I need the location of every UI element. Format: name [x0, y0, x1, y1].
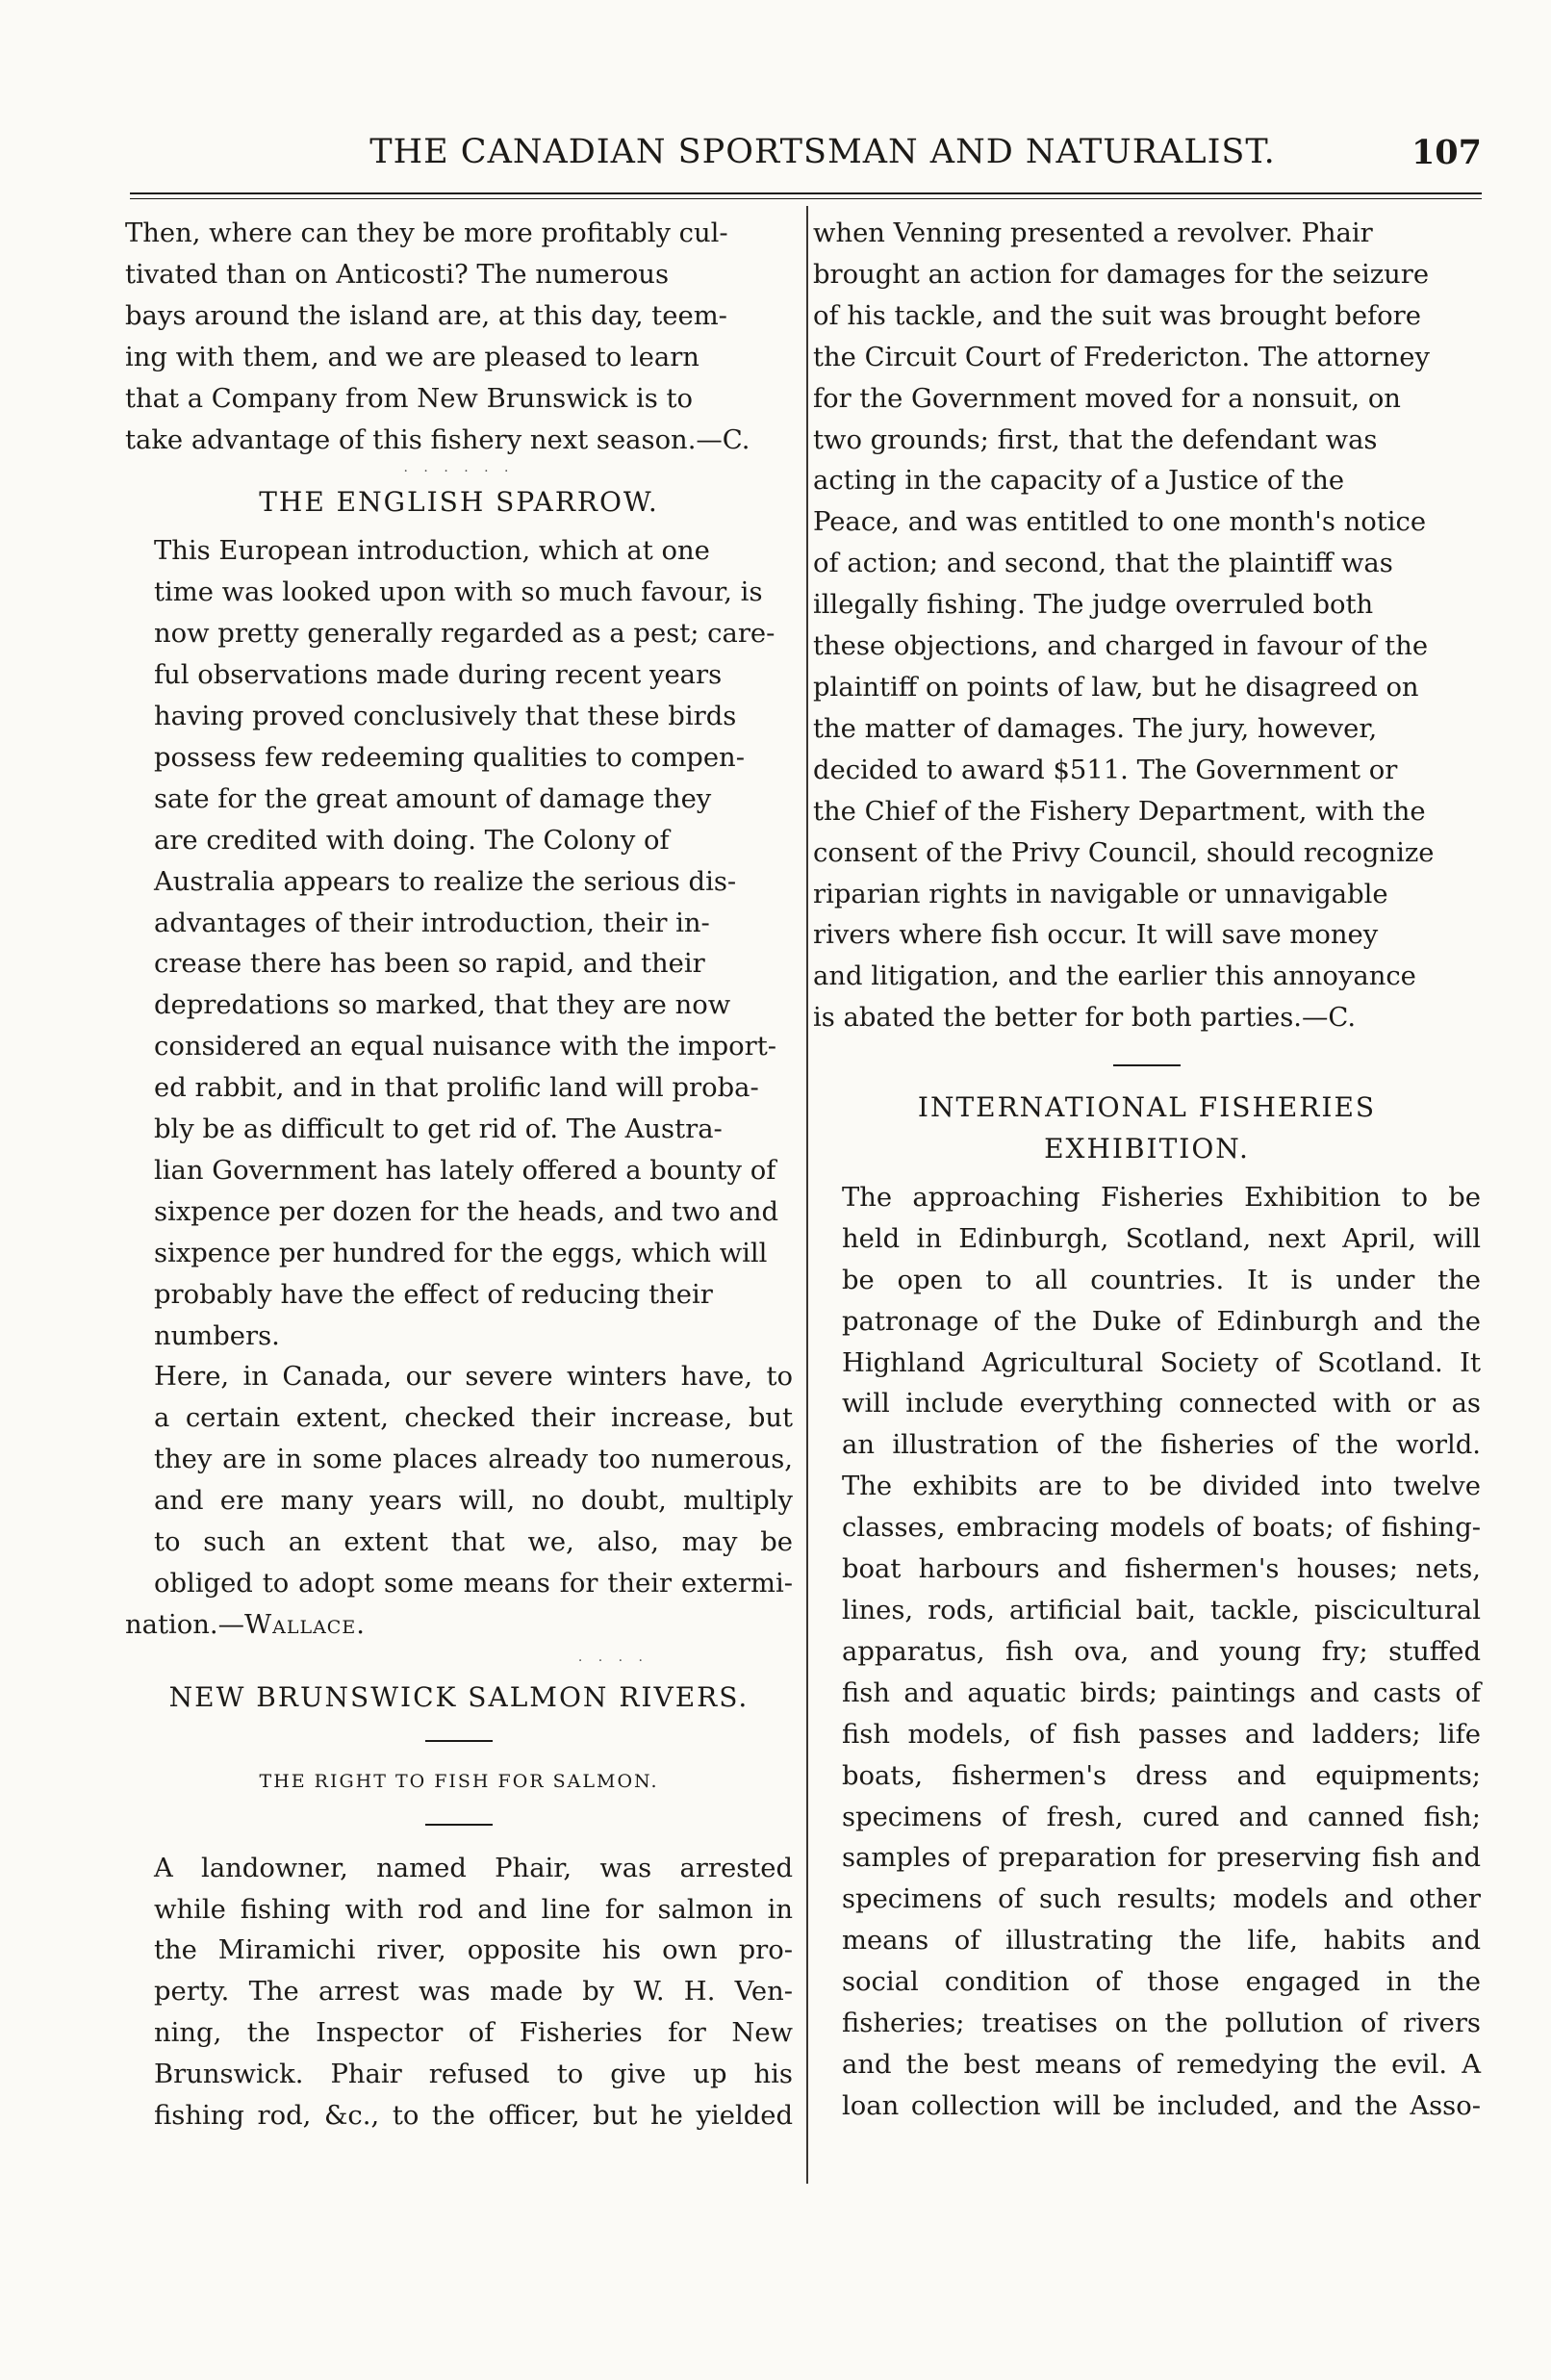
- text-line: these objections, and charged in favour of the: [813, 631, 1429, 662]
- text-line: plaintiff on points of law, but he disagreed on: [813, 672, 1419, 703]
- left-column: [125, 214, 793, 2137]
- salmon-paragraph-continued: [813, 214, 1481, 1039]
- author-signature: Wallace.: [243, 1609, 366, 1640]
- sparrow-paragraph-1: [125, 531, 793, 1357]
- text-line: fish and aquatic birds; paintings and casts of: [842, 1677, 1481, 1708]
- text-line: is abated the better for both parties.—C.: [813, 1003, 1357, 1034]
- text-line: Here, in Canada, our severe winters have, to: [154, 1362, 793, 1393]
- running-title: THE CANADIAN SPORTSMAN AND NATURALIST.: [369, 133, 1276, 171]
- text-line: perty. The arrest was made by W. H. Ven-: [154, 1977, 793, 2008]
- subheading-rule: [425, 1824, 493, 1826]
- text-line: lian Government has lately offered a bounty of: [154, 1155, 776, 1186]
- text-line: now pretty generally regarded as a pest; care-: [154, 619, 776, 650]
- text-line: specimens of such results; models and other: [842, 1884, 1481, 1915]
- text-line: ning, the Inspector of Fisheries for New: [154, 2018, 793, 2049]
- text-line: the Miramichi river, opposite his own pro-: [154, 1935, 793, 1966]
- sparrow-last-text: nation.—: [125, 1609, 244, 1640]
- section-rule: [1113, 1064, 1181, 1066]
- page-number: 107: [1411, 133, 1482, 172]
- text-line: they are in some places already too numerous,: [154, 1445, 793, 1475]
- text-line: possess few redeeming qualities to compen-: [154, 742, 745, 773]
- text-line: when Venning presented a revolver. Phair: [813, 218, 1373, 248]
- intro-paragraph: [125, 214, 793, 461]
- text-line: illegally fishing. The judge overruled both: [813, 590, 1374, 621]
- text-line: ing with them, and we are pleased to learn: [125, 342, 699, 372]
- text-line: tivated than on Anticosti? The numerous: [125, 259, 669, 290]
- text-line: bays around the island are, at this day, teem-: [125, 300, 727, 331]
- text-line: Then, where can they be more profitably cul-: [125, 218, 728, 248]
- salmon-paragraph: [125, 1849, 793, 2137]
- text-line: considered an equal nuisance with the import-: [154, 1032, 776, 1062]
- text-line: sixpence per hundred for the eggs, which will: [154, 1238, 768, 1268]
- text-line: Highland Agricultural Society of Scotland. It: [842, 1347, 1481, 1378]
- header-rule-thin: [130, 198, 1482, 199]
- text-line: boats, fishermen's dress and equipments;: [842, 1760, 1481, 1791]
- text-line: rivers where fish occur. It will save money: [813, 920, 1379, 951]
- text-line: apparatus, fish ova, and young fry; stuffed: [842, 1636, 1481, 1667]
- text-line: The exhibits are to be divided into twelve: [842, 1472, 1481, 1502]
- section-heading-english-sparrow: THE ENGLISH SPARROW.: [259, 486, 659, 519]
- text-line: classes, embracing models of boats; of fishing-: [842, 1513, 1481, 1544]
- text-line: fishing rod, &c., to the officer, but he yielded: [154, 2101, 793, 2132]
- text-line: an illustration of the fisheries of the world.: [842, 1430, 1481, 1461]
- text-line: loan collection will be included, and the Asso-: [842, 2090, 1481, 2121]
- text-line: time was looked upon with so much favour, is: [154, 577, 763, 608]
- text-line: for the Government moved for a nonsuit, on: [813, 383, 1401, 414]
- column-divider: [806, 206, 808, 2184]
- text-line: that a Company from New Brunswick is to: [125, 383, 693, 414]
- exhibition-paragraph: [813, 1178, 1481, 2128]
- separator: · · · · · ·: [403, 464, 515, 480]
- text-line: having proved conclusively that these birds: [154, 701, 737, 731]
- text-line: samples of preparation for preserving fish and: [842, 1843, 1481, 1874]
- text-line: Brunswick. Phair refused to give up his: [154, 2060, 793, 2090]
- text-line: boat harbours and fishermen's houses; nets,: [842, 1554, 1481, 1585]
- text-line: held in Edinburgh, Scotland, next April, will: [842, 1223, 1481, 1254]
- text-line: and the best means of remedying the evil. A: [842, 2049, 1481, 2080]
- text-line: and litigation, and the earlier this annoyance: [813, 961, 1416, 992]
- text-line: of action; and second, that the plaintiff was: [813, 549, 1393, 579]
- text-line: patronage of the Duke of Edinburgh and the: [842, 1306, 1481, 1337]
- text-line: specimens of fresh, cured and canned fish;: [842, 1802, 1481, 1832]
- text-line: social condition of those engaged in the: [842, 1967, 1481, 1998]
- text-line: acting in the capacity of a Justice of the: [813, 466, 1345, 497]
- header-rule: [130, 192, 1482, 194]
- subheading-right-to-fish: THE RIGHT TO FISH FOR SALMON.: [259, 1770, 659, 1792]
- text-line: the Chief of the Fishery Department, with the: [813, 796, 1426, 827]
- text-line: while fishing with rod and line for salmon in: [154, 1894, 793, 1925]
- text-line: will include everything connected with or as: [842, 1389, 1481, 1420]
- text-line: lines, rods, artificial bait, tackle, piscicultural: [842, 1596, 1481, 1625]
- text-line: ful observations made during recent years: [154, 660, 723, 691]
- heading-rule: [425, 1740, 493, 1742]
- text-line: brought an action for damages for the seizure: [813, 259, 1430, 290]
- text-line: two grounds; first, that the defendant was: [813, 424, 1378, 455]
- text-line: be open to all countries. It is under the: [842, 1265, 1481, 1295]
- section-heading-fisheries-exhibition-line1: INTERNATIONAL FISHERIES: [917, 1091, 1377, 1124]
- text-line: ed rabbit, and in that prolific land will proba-: [154, 1073, 759, 1104]
- text-line: to such an extent that we, also, may be: [154, 1527, 793, 1558]
- text-line: fisheries; treatises on the pollution of rivers: [842, 2009, 1481, 2039]
- text-line: A landowner, named Phair, was arrested: [154, 1853, 793, 1883]
- text-line: means of illustrating the life, habits and: [842, 1926, 1481, 1957]
- text-line: obliged to adopt some means for their extermi-: [154, 1569, 793, 1599]
- text-line: probably have the effect of reducing their: [154, 1279, 713, 1310]
- text-line: The approaching Fisheries Exhibition to be: [842, 1182, 1481, 1213]
- text-line: sixpence per dozen for the heads, and two and: [154, 1196, 779, 1227]
- text-line: crease there has been so rapid, and their: [154, 949, 705, 980]
- sparrow-paragraph-2: [125, 1357, 793, 1604]
- text-line: and ere many years will, no doubt, multiply: [154, 1486, 793, 1517]
- text-line: the matter of damages. The jury, however,: [813, 713, 1378, 744]
- text-line: This European introduction, which at one: [154, 536, 710, 567]
- text-line: advantages of their introduction, their in-: [154, 908, 710, 938]
- text-line: are credited with doing. The Colony of: [154, 825, 670, 856]
- text-line: the Circuit Court of Fredericton. The attorney: [813, 342, 1430, 372]
- text-line: a certain extent, checked their increase, but: [154, 1403, 793, 1434]
- running-head: [130, 133, 1482, 183]
- text-line: numbers.: [154, 1320, 280, 1351]
- separator: · · · ·: [577, 1652, 648, 1669]
- text-line: take advantage of this fishery next season.—C.: [125, 424, 750, 455]
- section-heading-fisheries-exhibition-line2: EXHIBITION.: [1044, 1133, 1250, 1165]
- text-line: depredations so marked, that they are now: [154, 990, 731, 1021]
- text-line: Australia appears to realize the serious dis-: [154, 866, 737, 897]
- text-line: fish models, of fish passes and ladders; life: [842, 1719, 1481, 1750]
- text-line: riparian rights in navigable or unnavigable: [813, 879, 1388, 909]
- text-line: of his tackle, and the suit was brought before: [813, 300, 1421, 331]
- text-line: consent of the Privy Council, should recognize: [813, 837, 1435, 868]
- section-heading-salmon-rivers: NEW BRUNSWICK SALMON RIVERS.: [168, 1680, 750, 1713]
- text-line: Peace, and was entitled to one month's notice: [813, 507, 1427, 538]
- text-line: decided to award $511. The Government or: [813, 755, 1398, 785]
- sparrow-paragraph-2-last-line: [125, 1605, 793, 1647]
- text-line: sate for the great amount of damage they: [154, 783, 712, 814]
- text-line: bly be as difficult to get rid of. The Austra-: [154, 1114, 723, 1145]
- right-column: [813, 214, 1481, 2128]
